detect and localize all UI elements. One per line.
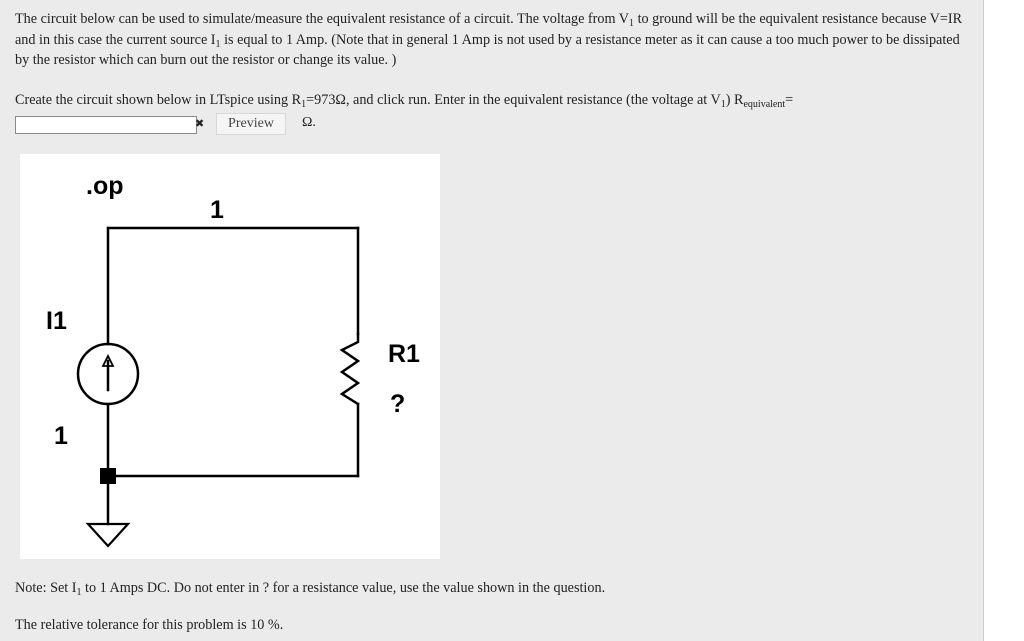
resistor-symbol [342, 334, 358, 404]
schematic-svg [20, 154, 440, 559]
question-instruction-text [15, 90, 970, 110]
note-text-part: Note: Set I [15, 580, 77, 596]
subscript: 1 [301, 99, 307, 110]
source-value: 1 [54, 422, 68, 450]
preview-button[interactable]: Preview [216, 113, 286, 135]
clear-icon[interactable]: ✖ [195, 117, 205, 130]
subscript: equivalent [743, 99, 786, 110]
resistor-value: ? [390, 390, 406, 418]
question-intro-text [15, 9, 970, 71]
node-label: 1 [210, 196, 224, 224]
source-name: I1 [46, 307, 67, 335]
subscript: 1 [629, 18, 635, 29]
circuit-schematic [20, 154, 440, 559]
instruction-text-part: = [785, 92, 794, 108]
intro-text-part: is equal to 1 Amp. (Note that in general 1 Amp is not used by a resistance meter as it can cause a too much power to be dissipated by the resistor which can burn out the resistor or change its value. ) [15, 31, 960, 68]
tolerance-text: The relative tolerance for this problem is 10 %. [15, 617, 284, 633]
op-directive: .op [86, 172, 124, 200]
subscript: 1 [720, 99, 726, 110]
intro-text-part: The circuit below can be used to simulate/measure the equivalent resistance of a circuit. The voltage from V [15, 11, 630, 27]
intro-text-part: to ground will be the equivalent resistance because V=IR and in this case the current source I [15, 11, 963, 48]
ground-node-dot [100, 468, 116, 484]
answer-input[interactable] [15, 116, 197, 134]
resistor-name: R1 [388, 340, 420, 368]
subscript: 1 [76, 587, 82, 598]
ground-symbol [88, 524, 128, 546]
instruction-text-part: Create the circuit shown below in LTspice using R [15, 92, 302, 108]
subscript: 1 [215, 38, 221, 50]
note-text-part: to 1 Amps DC. Do not enter in ? for a resistance value, use the value shown in the question. [81, 580, 606, 596]
note-text [15, 580, 605, 597]
instruction-text-part: ) R [725, 92, 744, 108]
instruction-text-part: =973Ω, and click run. Enter in the equivalent resistance (the voltage at V [306, 92, 721, 108]
unit-label: Ω. [302, 115, 316, 130]
